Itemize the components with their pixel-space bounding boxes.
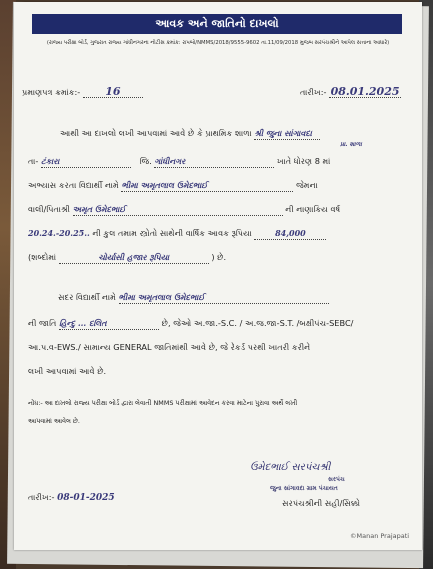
cert-number-label: પ્રમાણપત્ર ક્રમાંક:-: [22, 87, 81, 97]
guardian-label: વાલી/પિતાશ્રી: [28, 204, 71, 214]
intro-text: આથી આ દાખલો લખી આપવામાં આવે છે કે પ્રાથમિક શાળા: [60, 128, 252, 138]
date-label: તારીખ:-: [300, 87, 327, 97]
caste-line-2: આ.પ.વ-EWS./ સામાન્ય GENERAL જાતિમાંથી આવે છે, જે રેકર્ડ પરથી ખાતરી કરીને: [28, 342, 311, 352]
income-row: [28, 228, 326, 240]
footer-date-value: 08-01-2025: [57, 493, 115, 503]
fin-year-value: 20.24.-20.25..: [28, 228, 90, 238]
caste-line-3: લખી આપવામાં આવે છે.: [28, 366, 107, 376]
cert-number-value: 16: [83, 86, 143, 98]
footer-date-label: તારીખ:-: [28, 492, 55, 502]
footer-date-row: [28, 492, 115, 504]
guardian-row: [28, 204, 340, 216]
student-label-2: સદર વિદ્યાર્થી નામે: [58, 292, 116, 302]
income-value: 84,000: [254, 228, 326, 240]
caste-options: છે, જેઓ અ.જા.-S.C. / અ.જ.જા-S.T. /બક્ષીપંચ-SEBC/: [161, 318, 354, 328]
words-row: [28, 252, 226, 264]
words-end: ) છે.: [211, 252, 227, 262]
taluka-label: તા-: [28, 156, 39, 166]
std-text: ખાતે ધોરણ 8 માં: [277, 156, 331, 166]
words-value: ચોર્યાસી હજાર રૂપિયા: [59, 252, 209, 264]
stamp-line-2: જુના સાંગાવદા ગ્રામ પંચાયત: [270, 485, 338, 492]
caste-value: હિન્દુ ... દલિત: [59, 318, 159, 330]
handwritten-signature: ઉમેદભાઈ સરપંચશ્રી: [250, 462, 331, 473]
note-line-2: આપવામાં આવેલ છે.: [28, 417, 80, 425]
student-name: ભીમા અમૃતલાલ ઉમેદભાઈ: [121, 180, 293, 192]
district-value: ગાંધીનગર: [154, 156, 274, 168]
cert-number-row: [22, 86, 143, 98]
guardian-name: અમૃત ઉમેદભાઈ: [73, 204, 283, 216]
certificate-subheader: (રાજ્ય પરીક્ષા બોર્ડ, ગુજરાત રાજ્ય ગાંધીનગરના નોટીસ ક્રમાંક: રાપબો/NMMS/2018/9555-9602 તા.11/09/2018 મુજબ સરપંચશ્રીને આપેલ સત્તાના આધારે): [46, 40, 390, 46]
taluka-value: ટંકારા: [41, 156, 131, 168]
school-sub-row: [340, 139, 362, 150]
note-line-1: નોંધ:- આ દાખલો રાજ્ય પરીક્ષા બોર્ડ દ્વારા લેવાતી NMMS પરીક્ષામાં આવેદન કરવા માટેના પુરાવા અર્થે લખી: [28, 399, 298, 407]
watermark: ©Manan Prajapati: [350, 532, 410, 540]
words-label: (શબ્દોમાં: [28, 252, 57, 262]
district-label: જિ.: [139, 156, 152, 166]
studying-label: અભ્યાસ કરતા વિદ્યાર્થી નામે: [28, 180, 119, 190]
school-sub: પ્રા. શાળા: [340, 141, 362, 148]
taluka-row: [28, 156, 330, 168]
stamp-line-1: સરપંચ: [328, 476, 345, 483]
whose-label: જેમના: [296, 180, 318, 190]
certificate-paper: [14, 2, 422, 550]
fin-year-suffix: ની નાણાકિય વર્ષ: [285, 204, 341, 214]
intro-row: [60, 128, 320, 140]
signature-caption: સરપંચશ્રીની સહી/સિક્કો: [282, 498, 361, 508]
caste-row: [28, 318, 353, 330]
date-value: 08.01.2025: [330, 85, 400, 98]
income-text: ની કુલ તમામ સ્ત્રોતો સાથેની વાર્ષિક આવક રૂપિયા: [92, 228, 252, 238]
student-name-2: ભીમા અમૃતલાલ ઉમેદભાઈ: [119, 292, 329, 304]
student-row-2: [58, 292, 329, 304]
student-row: [28, 180, 318, 192]
certificate-title: આવક અને જાતિનો દાખલો: [32, 14, 402, 34]
date-row: [300, 86, 401, 98]
caste-label: ની જાતિ: [28, 318, 57, 328]
school-name: શ્રી જુના સાંગાવદા: [254, 128, 320, 140]
